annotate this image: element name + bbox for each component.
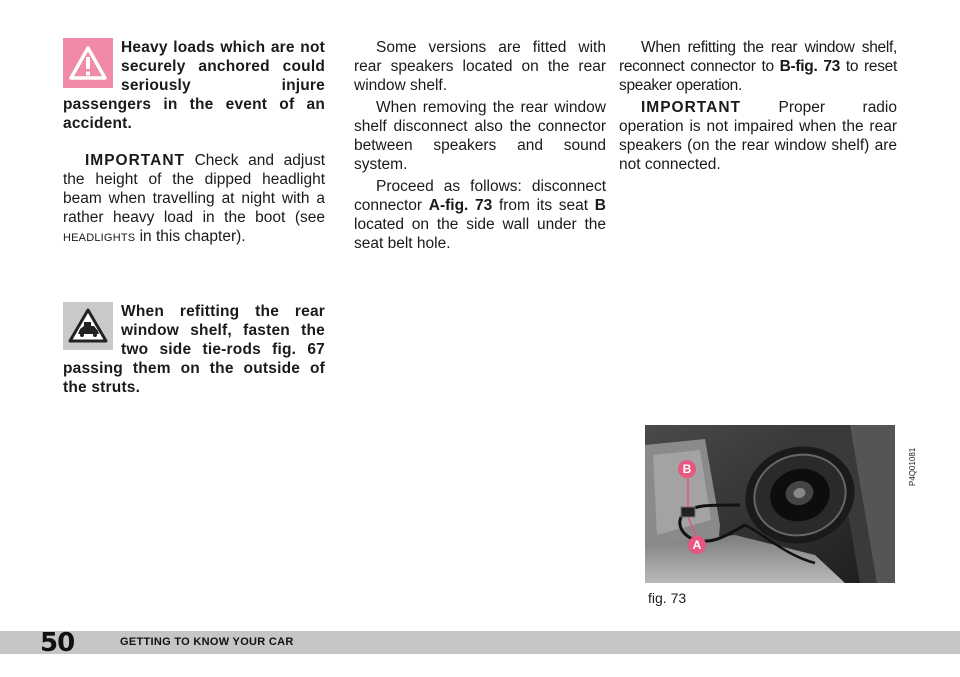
right-column [619,38,897,174]
warning-tie-rods-text: When refitting the rear window shelf, fasten the two side tie-rods fig. 67 passing them on the outside of the struts. [63,303,325,396]
procedure-paragraph [354,177,606,253]
middle-column [354,38,606,253]
load-car-triangle-icon [63,302,113,350]
refitting-paragraph [619,38,897,95]
procedure-text-a: Proceed as follows: disconnect connector [354,178,606,214]
connector-a-reference: A-fig. 73 [428,197,493,214]
marker-b [678,460,696,478]
marker-b-label: B [682,462,692,476]
important-label: IMPORTANT [85,152,185,169]
left-column [63,38,325,397]
marker-a-label: A [692,538,702,552]
figure-caption: fig. 73 [648,590,687,606]
refitting-text-b: to reset speaker operation. [619,58,897,94]
removing-shelf-paragraph: When removing the rear window shelf disconnect also the connector between speakers and sound system. [354,99,606,173]
page-number: 50 [40,628,75,658]
refitting-text-a: When refitting the rear window shelf, reconnect connector to [619,39,897,75]
important-headlight-paragraph [63,151,325,248]
procedure-text-b: from its seat [492,197,595,214]
figure-73-photo [645,425,895,583]
seat-b-reference: B [594,197,606,214]
warning-heavy-loads-text: Heavy loads which are not securely anchored could seriously injure passengers in the event of an accident. [63,39,325,132]
important-radio-text: Proper radio operation is not impaired when the rear speakers (on the rear window shelf) are not connected. [619,99,897,173]
important-text-a: Check and adjust the height of the dipped headlight beam when travelling at night with a rather heavy load in the boot (see [63,152,325,226]
figure-code [898,430,917,490]
marker-a [688,536,706,554]
page-footer [0,628,960,658]
warning-tie-rods [63,302,325,397]
headlights-reference: HEADLIGHTS [63,232,136,244]
important-label: IMPORTANT [641,99,741,116]
speakers-paragraph: Some versions are fitted with rear speakers located on the rear window shelf. [354,39,606,94]
important-text-b: in this chapter). [135,228,246,245]
figure-code-text: P4Q01081 [908,447,917,486]
danger-triangle-icon [63,38,113,88]
connector-b-reference: B-fig. 73 [779,58,840,75]
important-radio-paragraph [619,98,897,174]
warning-heavy-loads [63,38,325,133]
section-title: GETTING TO KNOW YOUR CAR [120,636,294,648]
procedure-text-c: located on the side wall under the seat belt hole. [354,216,606,252]
